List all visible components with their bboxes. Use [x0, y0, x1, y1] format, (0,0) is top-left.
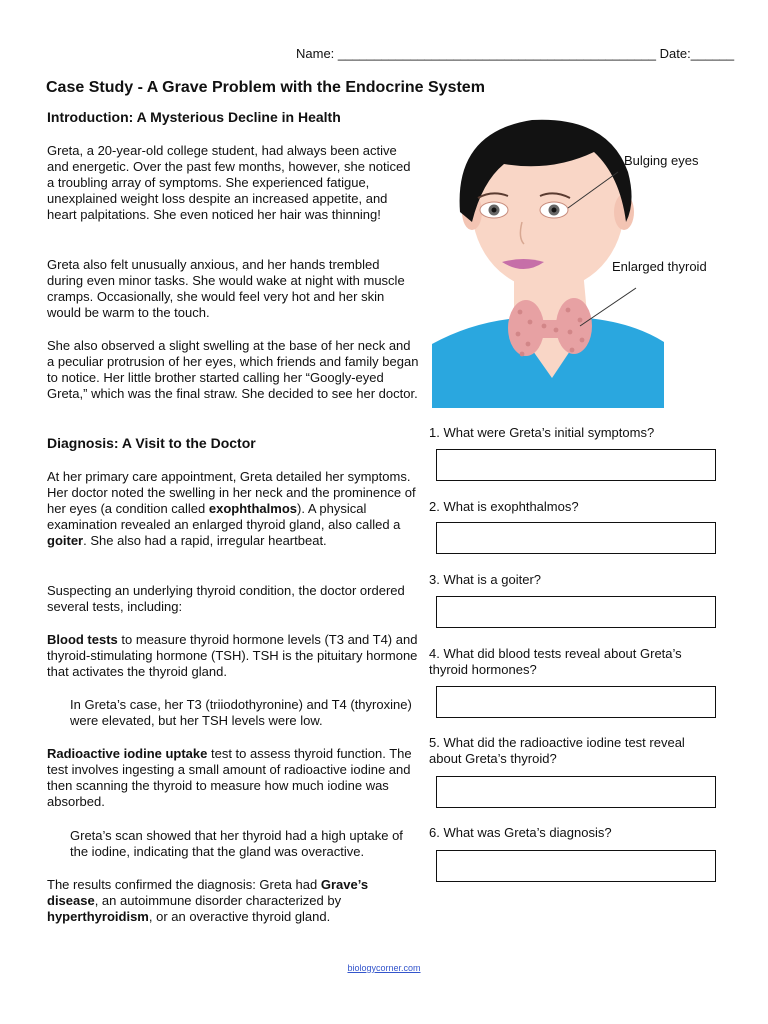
intro-paragraph-3: She also observed a slight swelling at the base of her neck and a peculiar protrusion of her eyes, which friends and family began to notice. Her little brother started calling her “Googly-eyed Greta,” which was the final straw. She decided to see her doctor.	[47, 338, 419, 401]
page-title: Case Study - A Grave Problem with the Endocrine System	[46, 79, 485, 96]
question-2: 2. What is exophthalmos?	[429, 499, 579, 514]
footer-link[interactable]: biologycorner.com	[347, 963, 421, 973]
label-bulging-eyes: Bulging eyes	[624, 153, 699, 168]
term-radioactive-iodine: Radioactive iodine uptake	[47, 746, 208, 761]
intro-paragraph-2: Greta also felt unusually anxious, and her hands trembled during even minor tasks. She would wake at night with muscle cramps. Occasionally, she would feel very hot and her skin would be warm to the touch.	[47, 257, 405, 320]
diagnosis-paragraph-1: At her primary care appointment, Greta detailed her symptoms. Her doctor noted the swelling in her neck and the prominence of her eyes (a condition called exophthalmos). A physical examination revealed an enlarged thyroid gland, also called a goiter. She also had a rapid, irregular heartbeat.	[47, 469, 416, 548]
question-5: 5. What did the radioactive iodine test reveal about Greta’s thyroid?	[429, 735, 685, 766]
iodine-test-paragraph: Radioactive iodine uptake test to assess thyroid function. The test involves ingesting a small amount of radioactive iodine and then scanning the thyroid to measure how much iodine was absorbed.	[47, 746, 412, 809]
question-6: 6. What was Greta’s diagnosis?	[429, 825, 612, 840]
label-enlarged-thyroid: Enlarged thyroid	[612, 259, 707, 274]
iodine-test-results: Greta’s scan showed that her thyroid had a high uptake of the iodine, indicating that the gland was overactive.	[70, 828, 403, 859]
question-1: 1. What were Greta’s initial symptoms?	[429, 425, 655, 440]
question-4: 4. What did blood tests reveal about Greta’s thyroid hormones?	[429, 646, 682, 677]
answer-box-3[interactable]	[436, 596, 716, 628]
right-eye	[540, 202, 568, 218]
date-label: Date:	[659, 46, 691, 61]
intro-paragraph-1: Greta, a 20-year-old college student, had always been active and energetic. Over the past few months, however, she noticed a troubling array of symptoms. She experienced fatigue, unexplained weight loss despite an increased appetite, and heart palpitations. She even noticed her hair was thinning!	[47, 143, 411, 222]
diagnosis-heading: Diagnosis: A Visit to the Doctor	[47, 435, 256, 451]
name-date-line	[296, 46, 734, 61]
term-hyperthyroidism: hyperthyroidism	[47, 909, 149, 924]
answer-box-6[interactable]	[436, 850, 716, 882]
answer-box-5[interactable]	[436, 776, 716, 808]
date-field[interactable]: ______	[690, 46, 735, 61]
left-eye	[480, 202, 508, 218]
blood-tests-paragraph: Blood tests to measure thyroid hormone levels (T3 and T4) and thyroid-stimulating hormone (TSH). TSH is the pituitary hormone that activates the thyroid gland.	[47, 632, 418, 679]
intro-heading: Introduction: A Mysterious Decline in Health	[47, 109, 341, 125]
answer-box-2[interactable]	[436, 522, 716, 554]
answer-box-4[interactable]	[436, 686, 716, 718]
blood-test-results: In Greta’s case, her T3 (triiodothyronine) and T4 (thyroxine) were elevated, but her TSH levels were low.	[70, 697, 412, 728]
term-exophthalmos: exophthalmos	[208, 501, 297, 516]
diagnosis-conclusion: The results confirmed the diagnosis: Greta had Grave’s disease, an autoimmune disorder characterized by hyperthyroidism, or an overactive thyroid gland.	[47, 877, 369, 924]
diagnosis-paragraph-2: Suspecting an underlying thyroid condition, the doctor ordered several tests, including:	[47, 583, 405, 614]
term-graves-disease: Grave’s disease	[47, 877, 369, 908]
name-field[interactable]: ____________________________________________	[337, 46, 657, 61]
answer-box-1[interactable]	[436, 449, 716, 481]
name-label: Name:	[296, 46, 335, 61]
question-3: 3. What is a goiter?	[429, 572, 541, 587]
term-blood-tests: Blood tests	[47, 632, 118, 647]
term-goiter: goiter	[47, 533, 84, 548]
greta-illustration	[432, 112, 707, 408]
